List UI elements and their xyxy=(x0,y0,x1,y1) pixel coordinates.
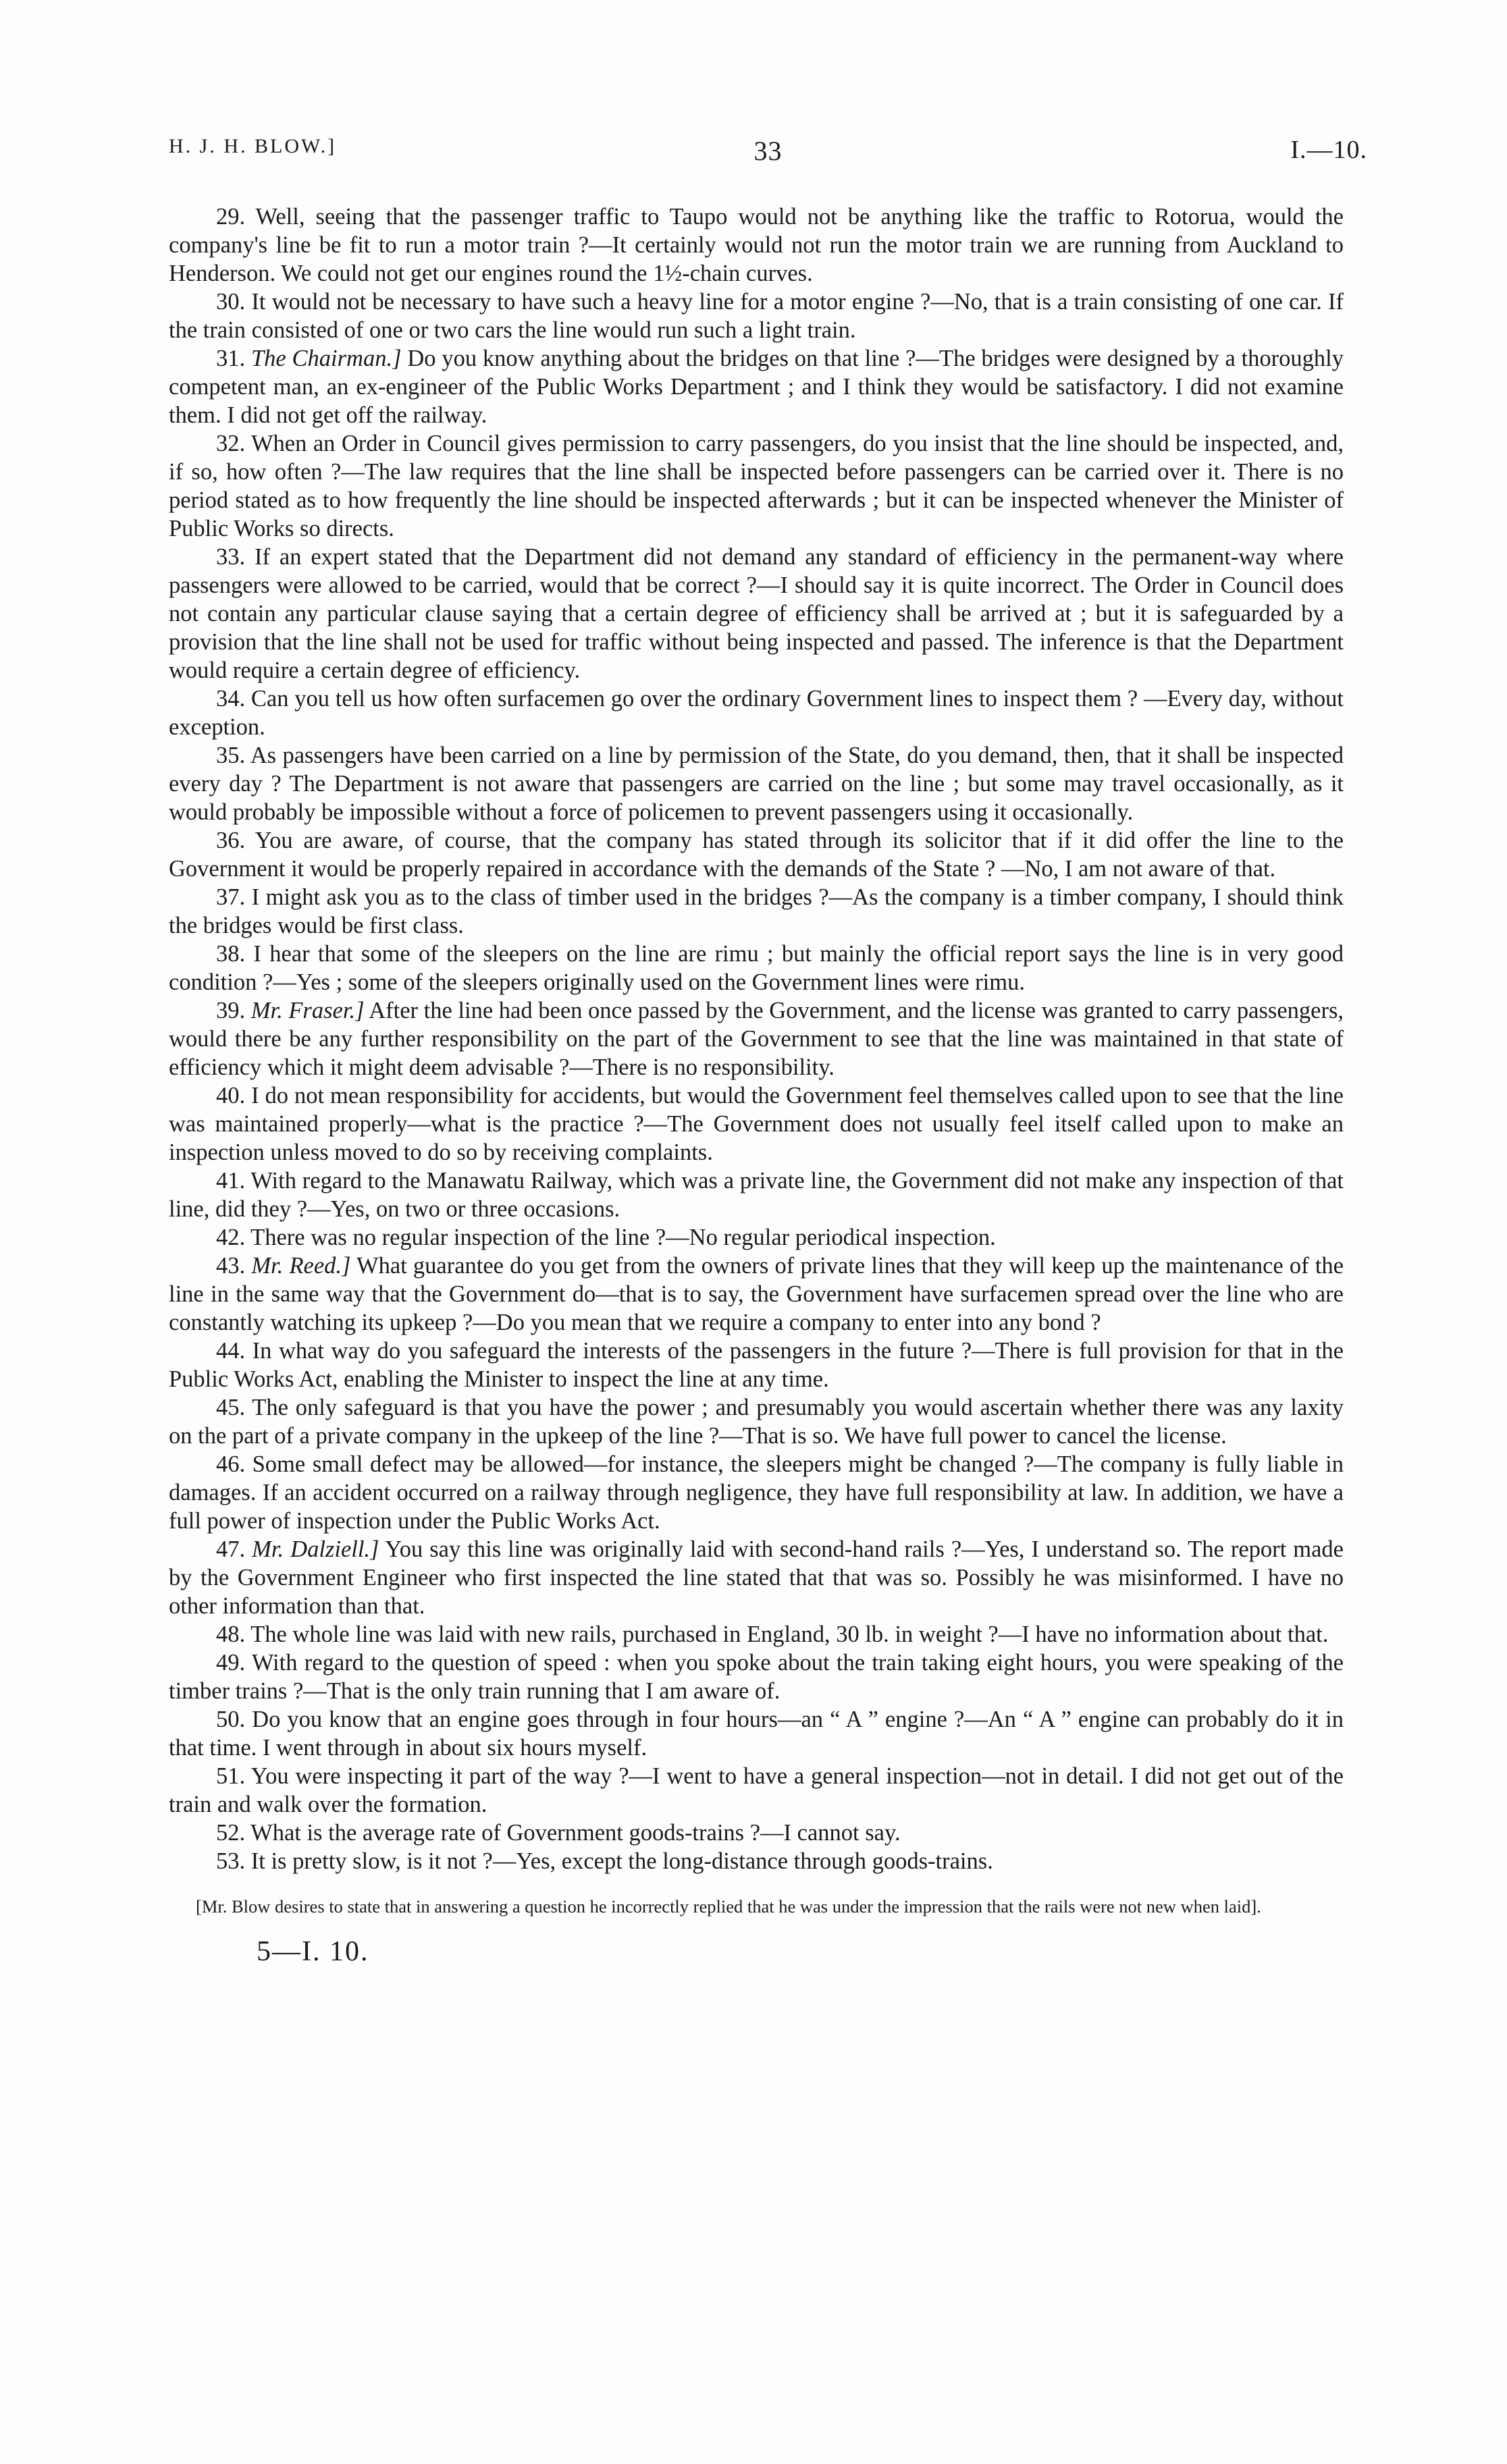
question-text: I do not mean responsibility for accidents, but would the Government feel themselves called upon to see that the line was maintained properly—what is the practice ?—The Government does not usually feel itself called upon to make an inspection unless moved to do so by receiving complaints. xyxy=(169,1083,1344,1165)
question-paragraph xyxy=(169,1705,1344,1762)
question-number: 31. xyxy=(216,346,246,371)
question-text: If an expert stated that the Department did not demand any standard of efficiency in the permanent-way where passengers were allowed to be carried, would that be correct ?—I should say it is quite incorrect. The Order in Council does not contain any particular clause saying that a certain degree of efficiency shall be arrived at ; but it is safeguarded by a provision that the line shall not be used for traffic without being inspected and passed. The inference is that the Department would require a certain degree of efficiency. xyxy=(169,544,1344,683)
question-text: I hear that some of the sleepers on the line are rimu ; but mainly the official report says the line is in very good condition ?—Yes ; some of the sleepers originally used on the Government lines were rimu. xyxy=(169,941,1344,995)
question-paragraph xyxy=(169,429,1344,543)
question-text: As passengers have been carried on a line by permission of the State, do you demand, then, that it shall be inspected every day ? The Department is not aware that passengers are carried on the line ; but some may travel occasionally, as it would probably be impossible without a force of policemen to prevent passengers using it occasionally. xyxy=(169,743,1344,825)
question-number: 47. xyxy=(216,1536,246,1562)
speaker-label: Mr. Dalziell.] xyxy=(252,1536,379,1562)
question-paragraph xyxy=(169,203,1344,288)
witness-note: [Mr. Blow desires to state that in answering a question he incorrectly replied that he was under the impression that the rails were not new when laid]. xyxy=(196,1896,1261,1917)
header-document-ref: I.—10. xyxy=(1290,136,1367,164)
question-paragraph xyxy=(169,1762,1344,1819)
question-number: 38. xyxy=(216,941,246,967)
question-paragraph xyxy=(169,543,1344,685)
question-text: I might ask you as to the class of timber used in the bridges ?—As the company is a timber company, I should think the bridges would be first class. xyxy=(169,884,1344,938)
question-number: 53. xyxy=(216,1848,246,1874)
question-paragraph xyxy=(169,1081,1344,1167)
question-number: 32. xyxy=(216,431,246,456)
question-number: 39. xyxy=(216,998,246,1023)
question-number: 51. xyxy=(216,1763,246,1789)
question-number: 41. xyxy=(216,1168,246,1194)
question-number: 34. xyxy=(216,686,246,712)
question-paragraph xyxy=(169,996,1344,1081)
question-text: In what way do you safeguard the interests of the passengers in the future ?—There is full provision for that in the Public Works Act, enabling the Minister to inspect the line at any time. xyxy=(169,1338,1344,1392)
question-number: 35. xyxy=(216,743,246,768)
question-paragraph xyxy=(169,344,1344,429)
question-text: Well, seeing that the passenger traffic to Taupo would not be anything like the traffic to Rotorua, would the company's line be fit to run a motor train ?—It certainly would not run the motor train we are running from Auckland to Henderson. We could not get our engines round the 1½-chain curves. xyxy=(169,204,1344,286)
question-number: 43. xyxy=(216,1253,246,1279)
question-number: 33. xyxy=(216,544,246,570)
question-text: What guarantee do you get from the owners of private lines that they will keep up the maintenance of the line in the same way that the Government do—that is to say, the Government have surfacemen spread over the line who are constantly watching its upkeep ?—Do you mean that we require a company to enter into any bond ? xyxy=(169,1253,1344,1335)
question-number: 42. xyxy=(216,1225,246,1250)
question-number: 29. xyxy=(216,204,246,230)
question-paragraph xyxy=(169,826,1344,883)
page-number: 33 xyxy=(754,136,783,166)
question-text: With regard to the question of speed : when you spoke about the train taking eight hours, you were speaking of the timber trains ?—That is the only train running that I am aware of. xyxy=(169,1650,1344,1704)
question-paragraph xyxy=(169,1223,1344,1252)
question-paragraph xyxy=(169,1847,1344,1875)
question-paragraph xyxy=(169,1535,1344,1620)
testimony-body xyxy=(169,203,1344,1968)
question-text: The whole line was laid with new rails, purchased in England, 30 lb. in weight ?—I have no information about that. xyxy=(250,1622,1329,1647)
question-number: 36. xyxy=(216,828,246,853)
question-paragraph xyxy=(169,1167,1344,1223)
question-paragraph xyxy=(169,1252,1344,1337)
question-number: 52. xyxy=(216,1820,246,1846)
speaker-label: Mr. Fraser.] xyxy=(250,998,365,1023)
question-number: 48. xyxy=(216,1622,246,1647)
page-header xyxy=(169,135,1367,169)
question-text: What is the average rate of Government goods-trains ?—I cannot say. xyxy=(250,1820,901,1846)
question-paragraph xyxy=(169,685,1344,741)
question-text: Do you know anything about the bridges on that line ?—The bridges were designed by a thoroughly competent man, an ex-engineer of the Public Works Department ; and I think they would be satisfactory. I did not examine them. I did not get off the railway. xyxy=(169,346,1344,428)
question-paragraph xyxy=(169,288,1344,344)
question-number: 46. xyxy=(216,1451,246,1477)
question-text: You say this line was originally laid with second-hand rails ?—Yes, I understand so. The report made by the Government Engineer who first inspected the line stated that that was so. Possibly he was misinformed. I have no other information than that. xyxy=(169,1536,1344,1619)
header-witness-name: H. J. H. BLOW.] xyxy=(169,135,337,157)
question-paragraph xyxy=(169,1620,1344,1649)
question-text: You are aware, of course, that the company has stated through its solicitor that if it did offer the line to the Government it would be properly repaired in accordance with the demands of the State ? —No, I am not aware of that. xyxy=(169,828,1344,882)
question-text: With regard to the Manawatu Railway, which was a private line, the Government did not make any inspection of that line, did they ?—Yes, on two or three occasions. xyxy=(169,1168,1344,1222)
question-number: 40. xyxy=(216,1083,246,1108)
question-text: It is pretty slow, is it not ?—Yes, except the long-distance through goods-trains. xyxy=(250,1848,993,1874)
question-paragraph xyxy=(169,1450,1344,1535)
question-number: 49. xyxy=(216,1650,246,1676)
question-text: Some small defect may be allowed—for instance, the sleepers might be changed ?—The company is fully liable in damages. If an accident occurred on a railway through negligence, they have full responsibility at law. In addition, we have a full power of inspection under the Public Works Act. xyxy=(169,1451,1344,1534)
question-text: It would not be necessary to have such a heavy line for a motor engine ?—No, that is a train consisting of one car. If the train consisted of one or two cars the line would run such a light train. xyxy=(169,289,1344,343)
question-number: 37. xyxy=(216,884,246,910)
question-text: After the line had been once passed by the Government, and the license was granted to carry passengers, would there be any further responsibility on the part of the Government to see that the line was maintained in that state of efficiency which it might deem advisable ?—There is no responsibility. xyxy=(169,998,1344,1080)
paragraph-list xyxy=(169,203,1344,1875)
question-text: You were inspecting it part of the way ?—I went to have a general inspection—not in detail. I did not get out of the train and walk over the formation. xyxy=(169,1763,1344,1817)
question-paragraph xyxy=(169,1393,1344,1450)
speaker-label: The Chairman.] xyxy=(250,346,402,371)
question-number: 50. xyxy=(216,1707,246,1732)
question-number: 30. xyxy=(216,289,246,315)
question-paragraph xyxy=(169,741,1344,826)
question-paragraph xyxy=(169,1337,1344,1393)
speaker-label: Mr. Reed.] xyxy=(251,1253,351,1279)
question-text: Do you know that an engine goes through in four hours—an “ A ” engine ?—An “ A ” engine can probably do it in that time. I went through in about six hours myself. xyxy=(169,1707,1344,1761)
question-paragraph xyxy=(169,940,1344,996)
question-text: The only safeguard is that you have the power ; and presumably you would ascertain whether there was any laxity on the part of a private company in the upkeep of the line ?—That is so. We have full power to cancel the license. xyxy=(169,1395,1344,1449)
question-paragraph xyxy=(169,1819,1344,1847)
question-text: When an Order in Council gives permission to carry passengers, do you insist that the line should be inspected, and, if so, how often ?—The law requires that the line shall be inspected before passengers can be carried over it. There is no period stated as to how frequently the line should be inspected afterwards ; but it can be inspected whenever the Minister of Public Works so directs. xyxy=(169,431,1344,541)
question-text: Can you tell us how often surfacemen go over the ordinary Government lines to inspect them ? —Every day, without exception. xyxy=(169,686,1344,740)
question-paragraph xyxy=(169,1649,1344,1705)
printer-signature-mark: 5—I. 10. xyxy=(257,1936,369,1967)
question-paragraph xyxy=(169,883,1344,940)
question-text: There was no regular inspection of the line ?—No regular periodical inspection. xyxy=(250,1225,996,1250)
question-number: 44. xyxy=(216,1338,246,1364)
question-number: 45. xyxy=(216,1395,246,1420)
